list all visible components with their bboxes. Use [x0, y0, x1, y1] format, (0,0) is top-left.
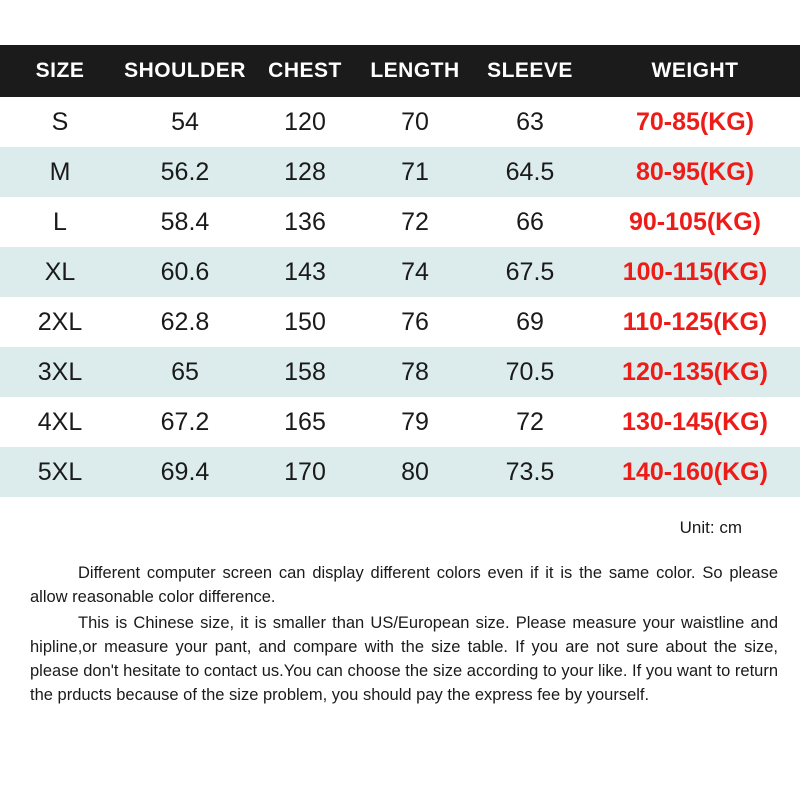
column-header-sleeve: SLEEVE: [470, 45, 590, 97]
cell-chest: 158: [284, 357, 326, 386]
notes-section: [30, 562, 778, 710]
cell-weight: 110-125(KG): [622, 307, 768, 336]
table-row: [0, 347, 800, 397]
cell-chest: 120: [284, 107, 326, 136]
cell-size: XL: [44, 257, 76, 286]
cell-length: 78: [401, 357, 429, 386]
cell-size: S: [51, 107, 69, 136]
cell-length: 76: [401, 307, 429, 336]
cell-sleeve: 64.5: [505, 157, 555, 186]
cell-weight: 130-145(KG): [622, 407, 768, 436]
cell-shoulder: 56.2: [160, 157, 210, 186]
note-sizing-info: This is Chinese size, it is smaller than US/European size. Please measure your waistline and hipline,or measure your pant, and compare with the size table. If you are not sure about the size, please don't hesitate to contact us.You can choose the size according to your like. If you want to return the prducts because of the size problem, you should pay the express fee by yourself.: [30, 613, 778, 704]
table-row: [0, 197, 800, 247]
cell-shoulder: 67.2: [160, 407, 210, 436]
cell-chest: 150: [284, 307, 326, 336]
cell-length: 80: [401, 457, 429, 486]
cell-weight: 120-135(KG): [622, 357, 768, 386]
table-row: [0, 247, 800, 297]
cell-weight: 70-85(KG): [635, 107, 755, 136]
cell-sleeve: 73.5: [505, 457, 555, 486]
cell-chest: 128: [284, 157, 326, 186]
cell-sleeve: 72: [516, 407, 544, 436]
cell-shoulder: 60.6: [160, 257, 210, 286]
unit-label: Unit: cm: [679, 518, 742, 537]
cell-size: L: [53, 207, 67, 236]
cell-chest: 170: [284, 457, 326, 486]
table-row: [0, 297, 800, 347]
cell-weight: 90-105(KG): [629, 207, 761, 236]
cell-size: 5XL: [37, 457, 83, 486]
cell-length: 70: [401, 107, 429, 136]
cell-sleeve: 67.5: [505, 257, 555, 286]
cell-weight: 80-95(KG): [635, 157, 755, 186]
cell-length: 71: [401, 157, 429, 186]
cell-size: M: [49, 157, 71, 186]
cell-size: 3XL: [37, 357, 83, 386]
table-body: [0, 97, 800, 497]
size-table-container: [0, 45, 800, 497]
column-header-weight: WEIGHT: [590, 45, 800, 97]
cell-shoulder: 62.8: [160, 307, 210, 336]
table-row: [0, 97, 800, 147]
table-header: [0, 45, 800, 97]
cell-weight: 140-160(KG): [622, 457, 768, 486]
column-header-shoulder: SHOULDER: [120, 45, 250, 97]
cell-shoulder: 54: [171, 107, 199, 136]
cell-shoulder: 65: [171, 357, 199, 386]
cell-chest: 165: [284, 407, 326, 436]
cell-length: 74: [401, 257, 429, 286]
table-row: [0, 147, 800, 197]
column-header-length: LENGTH: [360, 45, 470, 97]
note-color-difference: Different computer screen can display different colors even if it is the same color. So please allow reasonable color difference.: [30, 564, 778, 606]
cell-chest: 136: [284, 207, 326, 236]
size-table: [0, 45, 800, 497]
table-row: [0, 397, 800, 447]
cell-length: 79: [401, 407, 429, 436]
cell-chest: 143: [284, 257, 326, 286]
table-row: [0, 447, 800, 497]
cell-shoulder: 69.4: [160, 457, 210, 486]
column-header-chest: CHEST: [250, 45, 360, 97]
cell-sleeve: 69: [516, 307, 544, 336]
column-header-size: SIZE: [0, 45, 120, 97]
cell-sleeve: 70.5: [505, 357, 555, 386]
table-header-row: [0, 45, 800, 97]
cell-sleeve: 66: [516, 207, 544, 236]
cell-size: 2XL: [37, 307, 83, 336]
cell-weight: 100-115(KG): [622, 257, 768, 286]
cell-length: 72: [401, 207, 429, 236]
cell-shoulder: 58.4: [160, 207, 210, 236]
cell-sleeve: 63: [516, 107, 544, 136]
cell-size: 4XL: [37, 407, 83, 436]
